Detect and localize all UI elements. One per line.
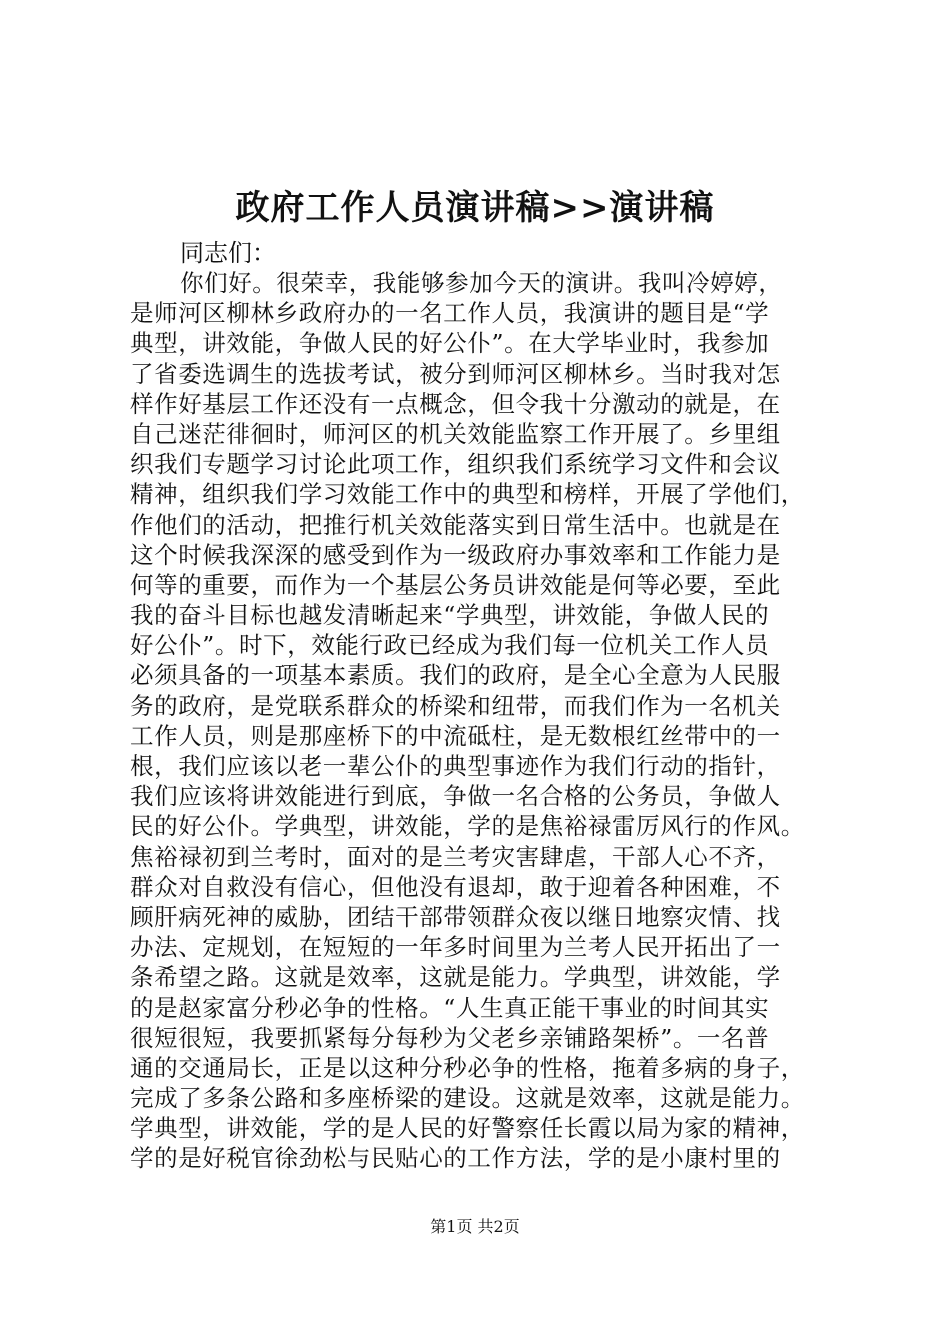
body-line: 样作好基层工作还没有一点概念，但令我十分激动的就是，在: [130, 389, 781, 418]
body-line: 完成了多条公路和多座桥梁的建设。这就是效率，这就是能力。: [130, 1084, 805, 1113]
body-line: 我的奋斗目标也越发清晰起来“学典型，讲效能，争做人民的: [130, 601, 770, 630]
body-line: 民的好公仆。学典型，讲效能，学的是焦裕禄雷厉风行的作风。: [130, 812, 805, 841]
body-line: 的是赵家富分秒必争的性格。“人生真正能干事业的时间其实: [130, 993, 770, 1022]
body-line: 根，我们应该以老一辈公仆的典型事迹作为我们行动的指针，: [130, 752, 781, 780]
salutation: 同志们：: [180, 239, 276, 267]
body-line: 你们好。很荣幸，我能够参加今天的演讲。我叫冷婷婷，: [180, 269, 783, 297]
body-line: 织我们专题学习讨论此项工作，组织我们系统学习文件和会议: [130, 450, 781, 479]
body-line: 作他们的活动，把推行机关效能落实到日常生活中。也就是在: [130, 510, 781, 539]
document-title: 政府工作人员演讲稿>>演讲稿: [235, 188, 715, 228]
body-line: 条希望之路。这就是效率，这就是能力。学典型，讲效能，学: [130, 963, 781, 992]
body-line: 是师河区柳林乡政府办的一名工作人员，我演讲的题目是“学: [130, 299, 770, 328]
body-line: 顾肝病死神的威胁，团结干部带领群众夜以继日地察灾情、找: [130, 902, 781, 931]
body-line: 学的是好税官徐劲松与民贴心的工作方法，学的是小康村里的: [130, 1144, 781, 1173]
body-line: 工作人员，则是那座桥下的中流砥柱，是无数根红丝带中的一: [130, 721, 781, 750]
body-line: 好公仆”。时下，效能行政已经成为我们每一位机关工作人员: [130, 631, 770, 660]
body-line: 通的交通局长，正是以这种分秒必争的性格，拖着多病的身子，: [130, 1053, 805, 1082]
body-line: 这个时候我深深的感受到作为一级政府办事效率和工作能力是: [130, 540, 781, 569]
body-line: 自己迷茫徘徊时，师河区的机关效能监察工作开展了。乡里组: [130, 419, 781, 448]
body-line: 群众对自救没有信心，但他没有退却，敢于迎着各种困难，不: [130, 872, 781, 901]
body-line: 何等的重要，而作为一个基层公务员讲效能是何等必要，至此: [130, 570, 781, 599]
body-line: 了省委选调生的选拔考试，被分到师河区柳林乡。当时我对怎: [130, 359, 781, 388]
body-line: 务的政府，是党联系群众的桥梁和纽带，而我们作为一名机关: [130, 691, 781, 720]
body-line: 学典型，讲效能，学的是人民的好警察任长霞以局为家的精神，: [130, 1114, 805, 1143]
body-line: 焦裕禄初到兰考时，面对的是兰考灾害肆虐，干部人心不齐，: [130, 842, 781, 871]
body-line: 很短很短，我要抓紧每分每秒为父老乡亲铺路架桥”。一名普: [130, 1023, 770, 1052]
body-line: 办法、定规划，在短短的一年多时间里为兰考人民开拓出了一: [130, 933, 781, 962]
body-text: [130, 268, 850, 1174]
body-line: 精神，组织我们学习效能工作中的典型和榜样，开展了学他们，: [130, 480, 805, 509]
page-footer: 第1页 共2页: [430, 1217, 520, 1236]
body-line: 必须具备的一项基本素质。我们的政府，是全心全意为人民服: [130, 661, 781, 690]
body-line: 我们应该将讲效能进行到底，争做一名合格的公务员，争做人: [130, 782, 781, 811]
body-line: 典型，讲效能，争做人民的好公仆”。在大学毕业时，我参加: [130, 329, 770, 358]
